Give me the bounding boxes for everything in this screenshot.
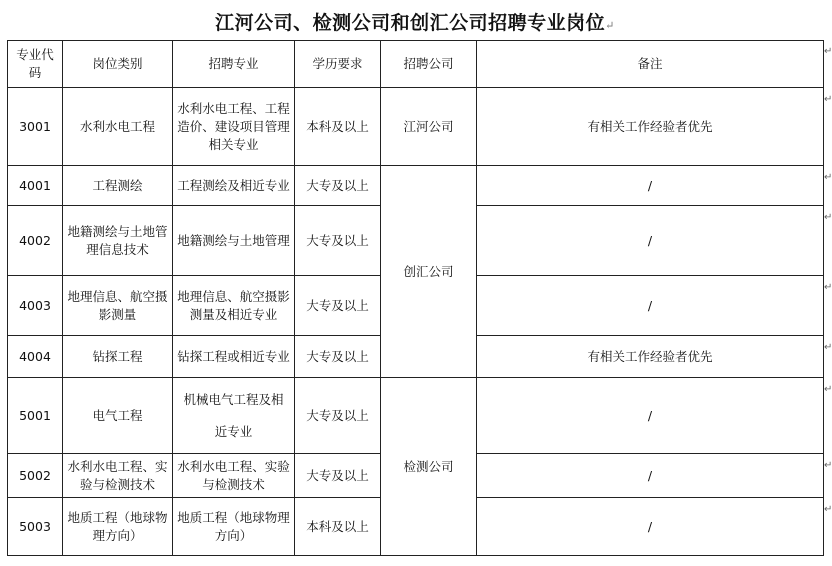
major-line-1: 机械电气工程及相 bbox=[183, 391, 284, 407]
row-mark-icon: ↵ bbox=[824, 212, 832, 223]
note-cell: / bbox=[477, 498, 824, 556]
category-cell: 地质工程（地球物理方向） bbox=[63, 498, 173, 556]
header-category bbox=[63, 41, 173, 88]
code-cell: 4003 bbox=[8, 276, 63, 336]
table-row bbox=[8, 166, 824, 206]
code-cell: 5002 bbox=[8, 454, 63, 498]
page-title bbox=[0, 8, 830, 35]
row-mark-icon: ↵ bbox=[824, 342, 832, 353]
header-code bbox=[8, 41, 63, 88]
category-cell: 地理信息、航空摄影测量 bbox=[63, 276, 173, 336]
header-label: 岗位类别 bbox=[92, 56, 143, 71]
category-cell: 水利水电工程、实验与检测技术 bbox=[63, 454, 173, 498]
category-cell: 工程测绘 bbox=[63, 166, 173, 206]
row-mark-icon: ↵ bbox=[824, 172, 832, 183]
major-cell: 工程测绘及相近专业 bbox=[173, 166, 295, 206]
code-cell: 3001 bbox=[8, 88, 63, 166]
major-cell: 地籍测绘与土地管理 bbox=[173, 206, 295, 276]
note-cell: 有相关工作经验者优先 bbox=[477, 336, 824, 378]
title-text: 江河公司、检测公司和创汇公司招聘专业岗位 bbox=[215, 12, 606, 34]
education-cell: 本科及以上 bbox=[295, 498, 381, 556]
table-row bbox=[8, 88, 824, 166]
row-mark-icon: ↵ bbox=[824, 504, 832, 515]
header-label: 招聘公司 bbox=[403, 56, 454, 71]
education-cell: 大专及以上 bbox=[295, 206, 381, 276]
row-mark-icon: ↵ bbox=[824, 46, 832, 57]
code-cell: 4004 bbox=[8, 336, 63, 378]
row-mark-icon: ↵ bbox=[824, 94, 832, 105]
category-cell: 水利水电工程 bbox=[63, 88, 173, 166]
header-note bbox=[477, 41, 824, 88]
category-cell: 地籍测绘与土地管理信息技术 bbox=[63, 206, 173, 276]
company-cell: 江河公司 bbox=[381, 88, 477, 166]
note-cell: / bbox=[477, 454, 824, 498]
category-cell: 钻探工程 bbox=[63, 336, 173, 378]
code-cell: 4001 bbox=[8, 166, 63, 206]
major-cell bbox=[173, 378, 295, 454]
row-mark-icon: ↵ bbox=[824, 384, 832, 395]
table-row bbox=[8, 378, 824, 454]
row-mark-icon: ↵ bbox=[824, 282, 832, 293]
major-line-2: 近专业 bbox=[214, 423, 253, 439]
note-cell: / bbox=[477, 378, 824, 454]
header-label: 学历要求 bbox=[312, 56, 363, 71]
note-cell: / bbox=[477, 206, 824, 276]
company-cell: 创汇公司 bbox=[381, 166, 477, 378]
note-cell: 有相关工作经验者优先 bbox=[477, 88, 824, 166]
header-row bbox=[8, 41, 824, 88]
major-cell: 水利水电工程、实验与检测技术 bbox=[173, 454, 295, 498]
header-education bbox=[295, 41, 381, 88]
header-company bbox=[381, 41, 477, 88]
row-mark-icon: ↵ bbox=[824, 460, 832, 471]
header-major bbox=[173, 41, 295, 88]
header-label: 专业代码 bbox=[16, 47, 54, 80]
major-cell: 地理信息、航空摄影测量及相近专业 bbox=[173, 276, 295, 336]
note-cell: / bbox=[477, 166, 824, 206]
header-label: 招聘专业 bbox=[208, 56, 259, 71]
education-cell: 大专及以上 bbox=[295, 378, 381, 454]
note-cell: / bbox=[477, 276, 824, 336]
education-cell: 大专及以上 bbox=[295, 454, 381, 498]
major-cell: 钻探工程或相近专业 bbox=[173, 336, 295, 378]
header-label: 备注 bbox=[637, 56, 663, 71]
education-cell: 大专及以上 bbox=[295, 336, 381, 378]
code-cell: 5003 bbox=[8, 498, 63, 556]
education-cell: 大专及以上 bbox=[295, 276, 381, 336]
education-cell: 本科及以上 bbox=[295, 88, 381, 166]
major-cell: 水利水电工程、工程造价、建设项目管理相关专业 bbox=[173, 88, 295, 166]
code-cell: 5001 bbox=[8, 378, 63, 454]
paragraph-mark-icon: ↵ bbox=[605, 19, 615, 32]
education-cell: 大专及以上 bbox=[295, 166, 381, 206]
company-cell: 检测公司 bbox=[381, 378, 477, 556]
recruitment-table bbox=[7, 40, 824, 556]
code-cell: 4002 bbox=[8, 206, 63, 276]
major-cell: 地质工程（地球物理方向） bbox=[173, 498, 295, 556]
category-cell: 电气工程 bbox=[63, 378, 173, 454]
